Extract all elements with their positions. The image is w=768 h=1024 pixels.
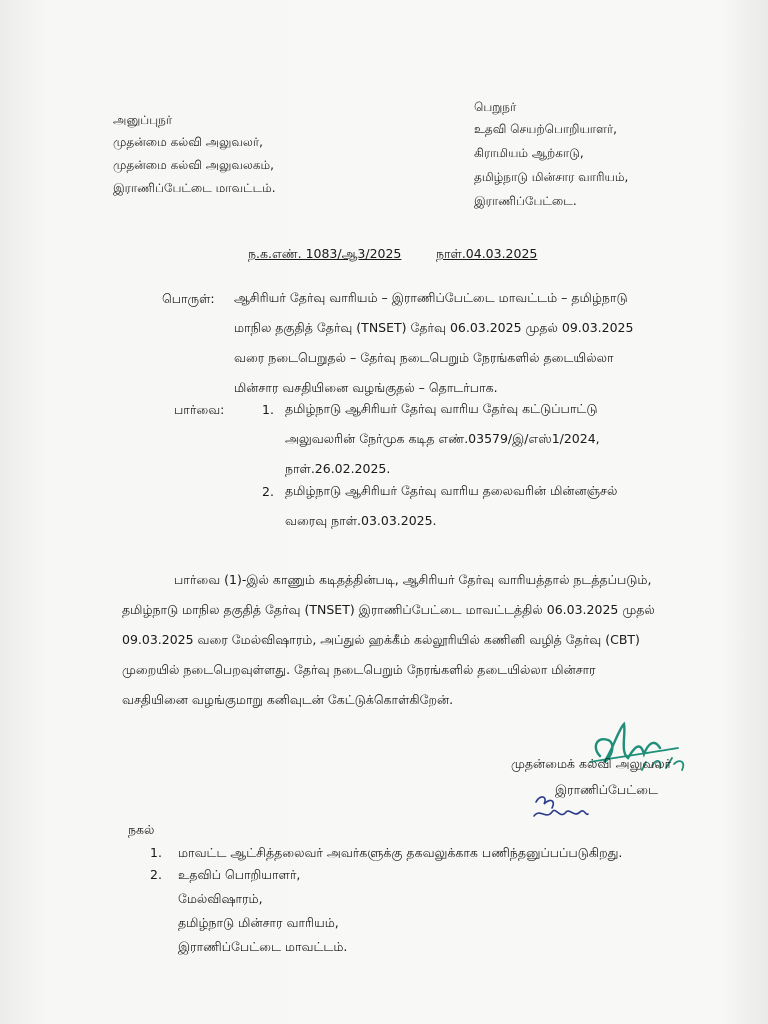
recipient-line: உதவி செயற்பொறியாளர், [474, 122, 617, 136]
body-line: பார்வை (1)-இல் காணும் கடிதத்தின்படி, ஆசிரியர் தேர்வு வாரியத்தால் நடத்தப்படும், [174, 572, 652, 587]
recipient-line: தமிழ்நாடு மின்சார வாரியம், [474, 170, 629, 184]
subject-line: மின்சார வசதியினை வழங்குதல் – தொடர்பாக. [234, 380, 498, 395]
copy-heading: நகல் [128, 822, 155, 837]
recipient-line: இராணிப்பேட்டை. [474, 194, 577, 208]
sender-heading: அனுப்புநர் [113, 113, 173, 127]
copy-item-line: தமிழ்நாடு மின்சார வாரியம், [178, 915, 339, 930]
subject-line: ஆசிரியர் தேர்வு வாரியம் – இராணிப்பேட்டை மாவட்டம் – தமிழ்நாடு [234, 290, 628, 305]
sender-line: முதன்மை கல்வி அலுவலர், [113, 135, 263, 149]
sender-line: முதன்மை கல்வி அலுவலகம், [113, 158, 274, 172]
sender-line: இராணிப்பேட்டை மாவட்டம். [113, 181, 276, 195]
reference-item-line: நாள்.26.02.2025. [285, 461, 391, 476]
reference-date: நாள்.04.03.2025 [436, 246, 538, 261]
copy-item-line: மேல்விஷாரம், [178, 891, 263, 906]
subject-text [234, 283, 633, 403]
recipient-line: கிராமியம் ஆற்காடு, [474, 146, 584, 160]
signatory-title: முதன்மைக் கல்வி அலுவலர் [511, 756, 672, 771]
copy-item-line: மாவட்ட ஆட்சித்தலைவர் அவர்களுக்கு தகவலுக்காக பணிந்தனுப்பப்படுகிறது. [178, 845, 623, 860]
subject-line: வரை நடைபெறுதல் – தேர்வு நடைபெறும் நேரங்களில் தடையில்லா [234, 350, 614, 365]
reference-number: ந.க.எண். 1083/ஆ3/2025 [248, 246, 402, 261]
recipient-heading: பெறுநர் [474, 100, 517, 114]
reference-item-line: தமிழ்நாடு ஆசிரியர் தேர்வு வாரிய தேர்வு கட்டுப்பாட்டு [285, 401, 598, 416]
copy-item-line: இராணிப்பேட்டை மாவட்டம். [178, 939, 348, 954]
copy-item-number: 2. [150, 867, 162, 882]
body-line: தமிழ்நாடு மாநில தகுதித் தேர்வு (TNSET) இராணிப்பேட்டை மாவட்டத்தில் 06.03.2025 முதல் [122, 602, 655, 617]
reference-item-number: 1. [262, 402, 274, 417]
body-paragraph [122, 565, 655, 715]
reference-item-number: 2. [262, 484, 274, 499]
reference-item-line: தமிழ்நாடு ஆசிரியர் தேர்வு வாரிய தலைவரின் மின்னஞ்சல் [285, 483, 618, 498]
reference-item-line: வரைவு நாள்.03.03.2025. [285, 513, 437, 528]
copy-item-line: உதவிப் பொறியாளர், [178, 867, 301, 882]
handwritten-initials [530, 790, 590, 826]
reference-item [285, 476, 617, 536]
reference-label: பார்வை: [174, 402, 225, 417]
body-line: வசதியினை வழங்குமாறு கனிவுடன் கேட்டுக்கொள்கிறேன். [122, 692, 454, 707]
reference-item [285, 394, 600, 484]
body-line: 09.03.2025 வரை மேல்விஷாரம், அப்துல் ஹக்கீம் கல்லூரியில் கணினி வழித் தேர்வு (CBT) [122, 632, 640, 647]
body-line: முறையில் நடைபெறவுள்ளது. தேர்வு நடைபெறும் நேரங்களில் தடையில்லா மின்சார [122, 662, 596, 677]
reference-item-line: அலுவலரின் நேர்முக கடித எண்.03579/இ/எஸ்1/2024, [285, 431, 600, 446]
signatory-place: இராணிப்பேட்டை [555, 782, 658, 797]
copy-item-number: 1. [150, 845, 162, 860]
subject-label: பொருள்: [162, 291, 215, 306]
subject-line: மாநில தகுதித் தேர்வு (TNSET) தேர்வு 06.03.2025 முதல் 09.03.2025 [234, 320, 634, 335]
